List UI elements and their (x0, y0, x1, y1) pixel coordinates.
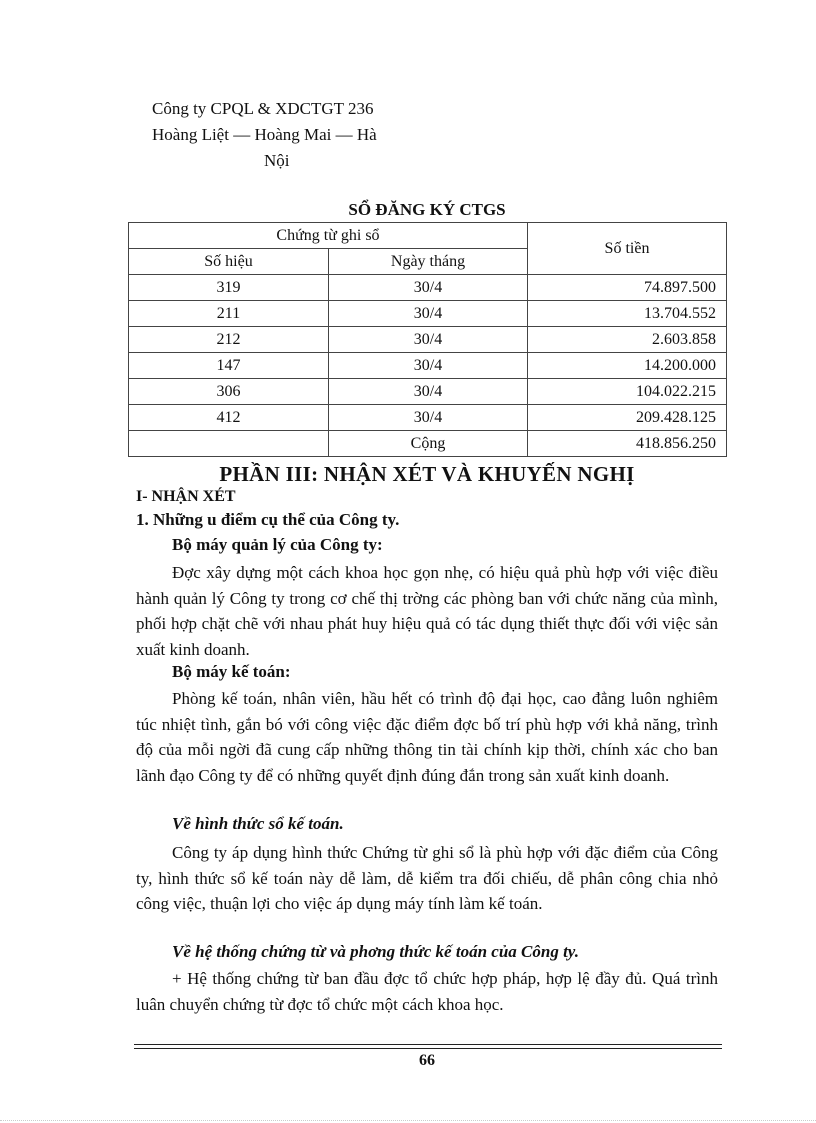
block-text-management: Đợc xây dựng một cách khoa học gọn nhẹ, có hiệu quả phù hợp với việc điều hành quản lý Công ty trong cơ chế thị trờng các phòng ban với chức năng của mình, phối hợp chặt chẽ với nhau phát huy hiệu quả có tác dụng thiết thực đối với việc sản xuất kinh doanh. (136, 563, 718, 659)
date-cell: 30/4 (329, 301, 528, 327)
amount-cell: 74.897.500 (528, 275, 727, 301)
amount-header-cell: Số tiền (528, 223, 727, 275)
number-header-cell: Số hiệu (129, 249, 329, 275)
table-row (129, 379, 727, 405)
date-cell: 30/4 (329, 327, 528, 353)
empty-cell (129, 431, 329, 457)
date-header-cell: Ngày tháng (329, 249, 528, 275)
amount-cell: 209.428.125 (528, 405, 727, 431)
total-row (129, 431, 727, 457)
block-heading-bookkeeping: Về hình thức sổ kế toán. (172, 814, 344, 833)
table-row (129, 405, 727, 431)
date-cell: 30/4 (329, 405, 528, 431)
group-header-cell: Chứng từ ghi sổ (129, 223, 528, 249)
date-cell: 30/4 (329, 379, 528, 405)
date-cell: 30/4 (329, 275, 528, 301)
table-row (129, 275, 727, 301)
section-heading: I- NHẬN XÉT (136, 488, 236, 505)
company-line-3: Nội (264, 151, 290, 170)
register-title: SỔ ĐĂNG KÝ CTGS (348, 200, 506, 219)
table-header-row (129, 223, 727, 249)
table-row (129, 301, 727, 327)
table-row (129, 327, 727, 353)
block-text-documents: + Hệ thống chứng từ ban đầu đợc tổ chức hợp pháp, hợp lệ đầy đủ. Quá trình luân chuyển chứng từ đợc tổ chức một cách khoa học. (136, 969, 718, 1014)
date-cell: 30/4 (329, 353, 528, 379)
number-cell: 212 (129, 327, 329, 353)
block-text-accounting: Phòng kế toán, nhân viên, hầu hết có trình độ đại học, cao đẳng luôn nghiêm túc nhiệt tình, gắn bó với công việc đặc điểm đợc bố trí phù hợp với khả năng, trình độ của mỗi ngời đã cung cấp những thông tin tài chính kịp thời, chính xác cho ban lãnh đạo Công ty để có những quyết định đúng đắn trong sản xuất kinh doanh. (136, 689, 718, 785)
block-text-bookkeeping: Công ty áp dụng hình thức Chứng từ ghi sổ là phù hợp với đặc điểm của Công ty, hình thức sổ kế toán này dễ làm, dễ kiểm tra đối chiếu, dễ phân công chia nhỏ công việc, thuận lợi cho việc áp dụng máy tính làm kế toán. (136, 843, 718, 913)
footer-rule (134, 1048, 722, 1049)
part-title: PHẦN III: NHẬN XÉT VÀ KHUYẾN NGHỊ (219, 462, 635, 486)
amount-cell: 13.704.552 (528, 301, 727, 327)
page-number: 66 (419, 1052, 435, 1069)
table-row (129, 353, 727, 379)
company-line-1: Công ty CPQL & XDCTGT 236 (152, 99, 374, 118)
total-label-cell: Cộng (329, 431, 528, 457)
amount-cell: 104.022.215 (528, 379, 727, 405)
footer-rule (134, 1044, 722, 1045)
page-edge-divider (0, 1120, 816, 1121)
number-cell: 211 (129, 301, 329, 327)
block-heading-accounting: Bộ máy kế toán: (172, 662, 291, 681)
register-table (128, 222, 727, 457)
company-header (152, 96, 377, 174)
block-heading-documents: Về hệ thống chứng từ và phơng thức kế toán của Công ty. (172, 942, 579, 961)
number-cell: 319 (129, 275, 329, 301)
block-heading-management: Bộ máy quản lý của Công ty: (172, 535, 383, 554)
amount-cell: 14.200.000 (528, 353, 727, 379)
number-cell: 147 (129, 353, 329, 379)
company-line-2: Hoàng Liệt — Hoàng Mai — Hà (152, 125, 377, 144)
amount-cell: 2.603.858 (528, 327, 727, 353)
number-cell: 306 (129, 379, 329, 405)
total-amount-cell: 418.856.250 (528, 431, 727, 457)
subsection-heading: 1. Những u điểm cụ thể của Công ty. (136, 510, 400, 529)
number-cell: 412 (129, 405, 329, 431)
